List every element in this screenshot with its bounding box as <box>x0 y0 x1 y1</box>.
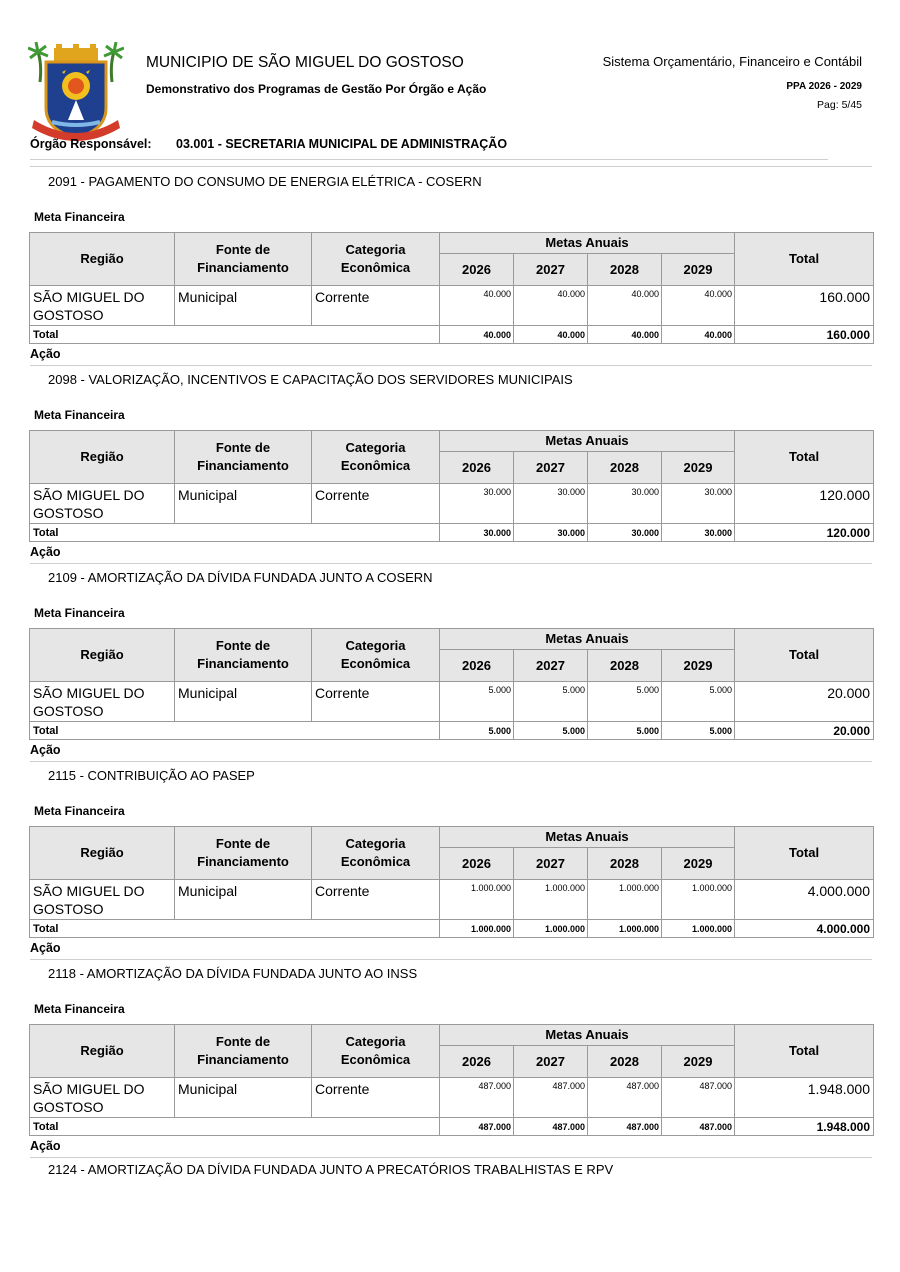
acao-title: 2091 - PAGAMENTO DO CONSUMO DE ENERGIA ELÉTRICA - COSERN <box>48 174 482 189</box>
header-year: 2029 <box>662 254 735 286</box>
regiao-cell: SÃO MIGUEL DO GOSTOSO <box>30 880 175 920</box>
header-year: 2027 <box>514 254 588 286</box>
header-year: 2028 <box>588 650 662 682</box>
total-row <box>30 920 874 938</box>
municipal-coat-of-arms-logo <box>28 42 124 142</box>
header-year: 2026 <box>440 254 514 286</box>
meta-financeira-label: Meta Financeira <box>34 408 125 422</box>
total-cell: 4.000.000 <box>735 880 874 920</box>
header-total: Total <box>735 233 874 286</box>
header-categoria: Categoria Econômica <box>312 431 440 484</box>
grand-total-cell: 1.948.000 <box>735 1118 874 1136</box>
value-cell: 5.000 <box>514 682 588 722</box>
grand-total-cell: 160.000 <box>735 326 874 344</box>
header-year: 2029 <box>662 650 735 682</box>
value-cell: 5.000 <box>588 682 662 722</box>
total-cell: 1.948.000 <box>735 1078 874 1118</box>
header-metas-anuais: Metas Anuais <box>440 431 735 452</box>
total-row <box>30 326 874 344</box>
total-row-label: Total <box>30 1118 440 1136</box>
total-value-cell: 1.000.000 <box>662 920 735 938</box>
acao-label: Ação <box>30 743 61 757</box>
acao-divider <box>30 365 872 366</box>
total-cell: 160.000 <box>735 286 874 326</box>
header-year: 2026 <box>440 1046 514 1078</box>
value-cell: 1.000.000 <box>662 880 735 920</box>
value-cell: 40.000 <box>440 286 514 326</box>
fonte-cell: Municipal <box>175 880 312 920</box>
value-cell: 30.000 <box>514 484 588 524</box>
categoria-cell: Corrente <box>312 1078 440 1118</box>
regiao-cell: SÃO MIGUEL DO GOSTOSO <box>30 484 175 524</box>
regiao-cell: SÃO MIGUEL DO GOSTOSO <box>30 682 175 722</box>
meta-financeira-table <box>29 430 874 542</box>
value-cell: 5.000 <box>662 682 735 722</box>
municipality-name: MUNICIPIO DE SÃO MIGUEL DO GOSTOSO <box>146 54 464 71</box>
acao-title: 2118 - AMORTIZAÇÃO DA DÍVIDA FUNDADA JUNTO AO INSS <box>48 966 418 981</box>
header-fonte: Fonte de Financiamento <box>175 629 312 682</box>
value-cell: 40.000 <box>588 286 662 326</box>
meta-financeira-table <box>29 232 874 344</box>
total-cell: 20.000 <box>735 682 874 722</box>
total-value-cell: 1.000.000 <box>514 920 588 938</box>
header-metas-anuais: Metas Anuais <box>440 629 735 650</box>
total-value-cell: 487.000 <box>588 1118 662 1136</box>
header-total: Total <box>735 1025 874 1078</box>
categoria-cell: Corrente <box>312 880 440 920</box>
header-total: Total <box>735 827 874 880</box>
header-year: 2028 <box>588 848 662 880</box>
total-row-label: Total <box>30 920 440 938</box>
total-value-cell: 30.000 <box>662 524 735 542</box>
acao-label: Ação <box>30 545 61 559</box>
meta-financeira-label: Meta Financeira <box>34 606 125 620</box>
fonte-cell: Municipal <box>175 484 312 524</box>
total-value-cell: 1.000.000 <box>440 920 514 938</box>
acao-divider <box>30 563 872 564</box>
value-cell: 1.000.000 <box>514 880 588 920</box>
acao-title: 2109 - AMORTIZAÇÃO DA DÍVIDA FUNDADA JUNTO A COSERN <box>48 570 433 585</box>
header-metas-anuais: Metas Anuais <box>440 827 735 848</box>
table-row <box>30 880 874 920</box>
header-year: 2026 <box>440 452 514 484</box>
total-row-label: Total <box>30 722 440 740</box>
ppa-period: PPA 2026 - 2029 <box>786 81 862 92</box>
total-cell: 120.000 <box>735 484 874 524</box>
total-value-cell: 1.000.000 <box>588 920 662 938</box>
header-year: 2027 <box>514 1046 588 1078</box>
header-year: 2028 <box>588 452 662 484</box>
regiao-cell: SÃO MIGUEL DO GOSTOSO <box>30 1078 175 1118</box>
total-value-cell: 5.000 <box>514 722 588 740</box>
fonte-cell: Municipal <box>175 1078 312 1118</box>
total-value-cell: 30.000 <box>440 524 514 542</box>
acao-divider <box>30 959 872 960</box>
value-cell: 487.000 <box>440 1078 514 1118</box>
total-row <box>30 722 874 740</box>
header-regiao: Região <box>30 827 175 880</box>
total-value-cell: 487.000 <box>662 1118 735 1136</box>
header-year: 2027 <box>514 848 588 880</box>
total-value-cell: 5.000 <box>440 722 514 740</box>
header-fonte: Fonte de Financiamento <box>175 1025 312 1078</box>
total-value-cell: 487.000 <box>514 1118 588 1136</box>
header-year: 2029 <box>662 848 735 880</box>
acao-label: Ação <box>30 941 61 955</box>
header-year: 2029 <box>662 1046 735 1078</box>
meta-financeira-label: Meta Financeira <box>34 804 125 818</box>
header-total: Total <box>735 629 874 682</box>
orgao-divider-2 <box>30 166 872 167</box>
value-cell: 40.000 <box>514 286 588 326</box>
acao-section <box>0 368 900 566</box>
value-cell: 5.000 <box>440 682 514 722</box>
total-row <box>30 1118 874 1136</box>
system-name: Sistema Orçamentário, Financeiro e Contábil <box>602 54 862 69</box>
value-cell: 30.000 <box>440 484 514 524</box>
categoria-cell: Corrente <box>312 286 440 326</box>
header-categoria: Categoria Econômica <box>312 827 440 880</box>
table-row <box>30 484 874 524</box>
header-regiao: Região <box>30 233 175 286</box>
header-regiao: Região <box>30 629 175 682</box>
header-total: Total <box>735 431 874 484</box>
meta-financeira-label: Meta Financeira <box>34 1002 125 1016</box>
total-value-cell: 40.000 <box>440 326 514 344</box>
orgao-value: 03.001 - SECRETARIA MUNICIPAL DE ADMINISTRAÇÃO <box>176 137 508 151</box>
meta-financeira-table <box>29 1024 874 1136</box>
header-fonte: Fonte de Financiamento <box>175 431 312 484</box>
total-row-label: Total <box>30 326 440 344</box>
header-year: 2028 <box>588 254 662 286</box>
page-number: Pag: 5/45 <box>817 99 862 111</box>
total-value-cell: 30.000 <box>514 524 588 542</box>
value-cell: 30.000 <box>588 484 662 524</box>
categoria-cell: Corrente <box>312 484 440 524</box>
total-value-cell: 40.000 <box>514 326 588 344</box>
regiao-cell: SÃO MIGUEL DO GOSTOSO <box>30 286 175 326</box>
meta-financeira-table <box>29 628 874 740</box>
total-value-cell: 40.000 <box>588 326 662 344</box>
meta-financeira-label: Meta Financeira <box>34 210 125 224</box>
header-fonte: Fonte de Financiamento <box>175 827 312 880</box>
acao-section <box>0 566 900 764</box>
header-year: 2027 <box>514 650 588 682</box>
acao-divider <box>30 761 872 762</box>
orgao-divider <box>30 159 828 160</box>
total-value-cell: 40.000 <box>662 326 735 344</box>
grand-total-cell: 120.000 <box>735 524 874 542</box>
header-regiao: Região <box>30 1025 175 1078</box>
header-year: 2028 <box>588 1046 662 1078</box>
header-year: 2026 <box>440 650 514 682</box>
header-categoria: Categoria Econômica <box>312 629 440 682</box>
acao-section <box>0 962 900 1160</box>
acao-section <box>0 170 900 368</box>
report-header <box>0 0 900 130</box>
value-cell: 487.000 <box>662 1078 735 1118</box>
categoria-cell: Corrente <box>312 682 440 722</box>
total-row <box>30 524 874 542</box>
fonte-cell: Municipal <box>175 682 312 722</box>
value-cell: 1.000.000 <box>588 880 662 920</box>
table-row <box>30 1078 874 1118</box>
grand-total-cell: 20.000 <box>735 722 874 740</box>
value-cell: 1.000.000 <box>440 880 514 920</box>
total-value-cell: 487.000 <box>440 1118 514 1136</box>
header-categoria: Categoria Econômica <box>312 1025 440 1078</box>
acao-section <box>0 764 900 962</box>
header-categoria: Categoria Econômica <box>312 233 440 286</box>
header-fonte: Fonte de Financiamento <box>175 233 312 286</box>
orgao-label: Órgão Responsável: <box>30 137 152 151</box>
orgao-responsavel <box>30 137 507 151</box>
value-cell: 487.000 <box>514 1078 588 1118</box>
acao-sections <box>0 170 900 1160</box>
table-row <box>30 286 874 326</box>
acao-label: Ação <box>30 1139 61 1153</box>
header-year: 2027 <box>514 452 588 484</box>
header-regiao: Região <box>30 431 175 484</box>
total-value-cell: 5.000 <box>662 722 735 740</box>
acao-divider <box>30 1157 872 1158</box>
value-cell: 40.000 <box>662 286 735 326</box>
meta-financeira-table <box>29 826 874 938</box>
value-cell: 30.000 <box>662 484 735 524</box>
header-metas-anuais: Metas Anuais <box>440 1025 735 1046</box>
fonte-cell: Municipal <box>175 286 312 326</box>
acao-title: 2098 - VALORIZAÇÃO, INCENTIVOS E CAPACITAÇÃO DOS SERVIDORES MUNICIPAIS <box>48 372 573 387</box>
header-metas-anuais: Metas Anuais <box>440 233 735 254</box>
header-year: 2026 <box>440 848 514 880</box>
value-cell: 487.000 <box>588 1078 662 1118</box>
acao-title: 2124 - AMORTIZAÇÃO DA DÍVIDA FUNDADA JUNTO A PRECATÓRIOS TRABALHISTAS E RPV <box>48 1162 614 1177</box>
acao-title: 2115 - CONTRIBUIÇÃO AO PASEP <box>48 768 255 783</box>
report-subtitle: Demonstrativo dos Programas de Gestão Por Órgão e Ação <box>146 82 487 96</box>
table-row <box>30 682 874 722</box>
total-row-label: Total <box>30 524 440 542</box>
total-value-cell: 30.000 <box>588 524 662 542</box>
total-value-cell: 5.000 <box>588 722 662 740</box>
acao-label: Ação <box>30 347 61 361</box>
header-year: 2029 <box>662 452 735 484</box>
grand-total-cell: 4.000.000 <box>735 920 874 938</box>
